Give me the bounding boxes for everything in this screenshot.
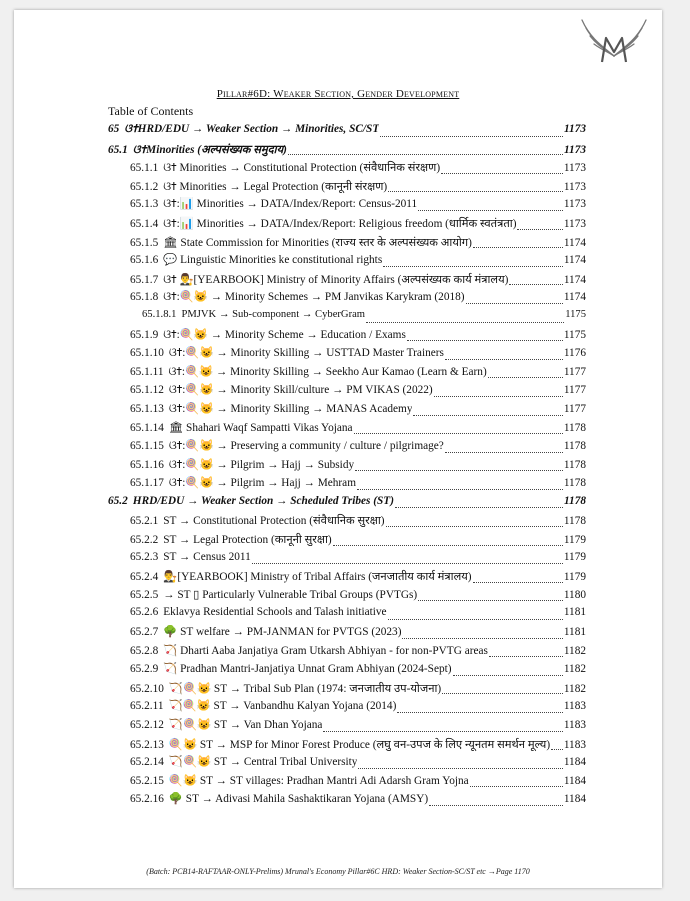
toc-entry[interactable] <box>108 476 586 495</box>
toc-entry[interactable] <box>108 346 586 365</box>
toc-entry-title: 🏹 Pradhan Mantri-Janjatiya Unnat Gram Abhiyan (2024-Sept) <box>163 663 452 676</box>
toc-entry-page: 1178 <box>563 440 586 453</box>
toc-entry[interactable] <box>108 551 586 570</box>
toc-entry-title: ଓ✝HRD/EDU → Weaker Section → Minorities, SC/ST <box>124 123 380 135</box>
toc-entry-page: 1181 <box>563 606 586 619</box>
dot-leader <box>386 526 563 527</box>
toc-entry-title: ଓ✝:🍭😺 → Minority Skilling → USTTAD Master Trainers <box>168 347 444 360</box>
toc-entry-page: 1178 <box>563 477 586 490</box>
toc-entry-number: 65.1.1 <box>130 162 159 175</box>
toc-entry-number: 65.1.3 <box>130 198 159 211</box>
toc-entry-number: 65.1.6 <box>130 254 159 267</box>
toc-entry-page: 1182 <box>563 682 586 695</box>
toc-entry[interactable] <box>108 272 586 291</box>
dot-leader <box>407 340 563 341</box>
toc-entry-page: 1182 <box>563 663 586 676</box>
toc-entry-title: HRD/EDU → Weaker Section → Scheduled Tribes (ST) <box>132 494 394 507</box>
toc-entry-page: 1175 <box>565 308 586 320</box>
dot-leader <box>418 600 563 601</box>
toc-entry[interactable] <box>108 755 586 774</box>
toc-entry-page: 1173 <box>563 180 586 193</box>
toc-entry-title: 🏹🍭😺 ST → Central Tribal University <box>168 756 358 769</box>
toc-entry-page: 1177 <box>563 402 586 415</box>
toc-entry-title: ଓ✝:🍭😺 → Minority Skilling → Seekho Aur Kamao (Learn & Earn) <box>168 365 487 378</box>
toc-entry-title: 🏛 State Commission for Minorities (राज्य स्तर के अल्पसंख्यक आयोग) <box>163 236 472 249</box>
dot-leader <box>473 582 563 583</box>
toc-entry-page: 1179 <box>563 534 586 547</box>
toc-entry-page: 1174 <box>563 254 586 267</box>
toc-entry-page: 1178 <box>564 494 586 507</box>
toc-entry-number: 65.1.17 <box>130 477 164 490</box>
toc-entry-title: 👨‍⚖️[YEARBOOK] Ministry of Tribal Affairs (जनजातीय कार्य मंत्रालय) <box>163 571 472 584</box>
toc-entry-page: 1173 <box>563 198 586 211</box>
toc-entry[interactable] <box>108 606 586 625</box>
toc-entry-title: 🍭😺 ST → ST villages: Pradhan Mantri Adi Adarsh Gram Yojna <box>168 774 469 787</box>
toc-entry-title: 🏹🍭😺 ST → Van Dhan Yojana <box>168 719 323 731</box>
toc-entry[interactable] <box>108 216 586 235</box>
toc-entry[interactable] <box>108 644 586 663</box>
toc-entry-page: 1175 <box>563 328 586 341</box>
toc-entry-number: 65.1 <box>108 143 128 156</box>
toc-entry-title: 🌳 ST welfare → PM-JANMAN for PVTGS (2023) <box>163 626 402 639</box>
document-page <box>14 10 662 888</box>
toc-entry[interactable] <box>108 402 586 421</box>
toc-entry[interactable] <box>108 439 586 458</box>
dot-leader <box>333 545 563 546</box>
toc-entry-title: ଓ✝:🍭😺 → Minority Scheme → Education / Exams <box>163 328 406 341</box>
dot-leader <box>323 731 562 732</box>
toc-entry-page: 1173 <box>564 143 586 156</box>
toc-entry[interactable] <box>108 792 586 811</box>
toc-entry-page: 1179 <box>563 550 586 563</box>
toc-entry-page: 1178 <box>563 515 586 528</box>
toc-entry-title: ST → Legal Protection (कानूनी सुरक्षा) <box>163 534 332 547</box>
dot-leader <box>388 619 563 620</box>
toc-entry-page: 1174 <box>563 291 586 304</box>
toc-entry[interactable] <box>108 421 586 440</box>
toc-entry[interactable] <box>108 718 586 737</box>
toc-entry-number: 65.2.3 <box>130 550 159 563</box>
toc-entry-page: 1173 <box>563 217 586 230</box>
toc-entry-number: 65.2.16 <box>130 793 164 806</box>
toc-entry-number: 65.1.5 <box>130 236 159 249</box>
mrunal-logo <box>580 16 648 66</box>
toc-entry[interactable] <box>108 699 586 718</box>
toc-entry-number: 65.1.2 <box>130 180 159 193</box>
dot-leader <box>358 768 562 769</box>
toc-entry-number: 65.1.8.1 <box>142 308 177 320</box>
toc-entry-page: 1184 <box>563 774 586 787</box>
dot-leader <box>429 805 563 806</box>
toc-entry-page: 1179 <box>563 571 586 584</box>
dot-leader <box>442 693 563 694</box>
toc-entry-title: ଓ✝:🍭😺 → Minority Skill/culture → PM VIKAS (2022) <box>168 384 433 397</box>
toc-entry[interactable] <box>108 625 586 644</box>
dot-leader <box>488 377 563 378</box>
toc-entry[interactable] <box>108 513 586 532</box>
toc-entry-number: 65.1.15 <box>130 440 164 453</box>
dot-leader <box>509 284 562 285</box>
toc-entry-title: ଓ✝ Minorities → Legal Protection (कानूनी संरक्षण) <box>163 180 388 193</box>
toc-entry[interactable] <box>108 662 586 681</box>
toc-entry[interactable] <box>108 179 586 198</box>
dot-leader <box>395 507 563 508</box>
toc-entry-number: 65 <box>108 123 120 135</box>
toc-entry-title: ଓ✝:📊 Minorities → DATA/Index/Report: Religious freedom (धार्मिक स्वतंत्रता) <box>163 217 517 230</box>
toc-entry-page: 1178 <box>563 458 586 471</box>
dot-leader <box>466 303 563 304</box>
toc-entry[interactable] <box>108 588 586 607</box>
toc-entry-number: 65.2.4 <box>130 571 159 584</box>
toc-entry[interactable] <box>108 235 586 254</box>
toc-entry[interactable] <box>108 309 586 328</box>
toc-entry-number: 65.1.11 <box>130 365 164 378</box>
dot-leader <box>355 470 563 471</box>
dot-leader <box>366 322 564 323</box>
toc-entry-page: 1182 <box>563 644 586 657</box>
toc-entry-title: 🏹🍭😺 ST → Vanbandhu Kalyan Yojana (2014) <box>168 700 397 713</box>
toc-entry-title: ଓ✝:🍭😺 → Minority Schemes → PM Janvikas Karykram (2018) <box>163 291 465 304</box>
toc-entry-page: 1184 <box>563 756 586 769</box>
toc-entry-number: 65.2.2 <box>130 534 159 547</box>
toc-entry-title: ଓ✝ Minorities → Constitutional Protection (संवैधानिक संरक्षण) <box>163 162 441 175</box>
toc-entry-title: 🏹 Dharti Aaba Janjatiya Gram Utkarsh Abhiyan - for non-PVTG areas <box>163 644 488 657</box>
toc-entry-title: 🍭😺 ST → MSP for Minor Forest Produce (लघु वन-उपज के लिए न्यूनतम समर्थन मूल्य) <box>168 738 551 751</box>
toc-entry-title: → ST ▯ Particularly Vulnerable Tribal Groups (PVTGs) <box>163 588 418 601</box>
toc-entry[interactable] <box>108 197 586 216</box>
page-title: Pillar#6D: Weaker Section, Gender Development <box>216 88 460 100</box>
dot-leader <box>470 786 563 787</box>
toc-entry[interactable] <box>108 365 586 384</box>
toc-entry-number: 65.2.14 <box>130 756 164 769</box>
dot-leader <box>445 359 563 360</box>
toc-entry-page: 1173 <box>564 123 586 135</box>
dot-leader <box>441 173 563 174</box>
dot-leader <box>551 749 563 750</box>
toc-entry-number: 65.2.10 <box>130 682 164 695</box>
page-footer: (Batch: PCB14-RAFTAAR-ONLY-Prelims) Mrunal's Economy Pillar#6C HRD: Weaker Section-SC/ST etc →Page 1170 <box>146 867 530 876</box>
toc-entry-number: 65.1.7 <box>130 273 159 286</box>
toc-entry[interactable] <box>108 290 586 309</box>
toc-entry-number: 65.2 <box>108 494 128 507</box>
dot-leader <box>418 210 563 211</box>
toc-entry-number: 65.1.12 <box>130 384 164 397</box>
dot-leader <box>288 154 563 155</box>
toc-entry-title: 🌳 ST → Adivasi Mahila Sashaktikaran Yojana (AMSY) <box>168 793 429 806</box>
toc-entry-number: 65.2.5 <box>130 588 159 601</box>
toc-entry-page: 1184 <box>563 793 586 806</box>
toc-entry-title: PMJVK → Sub-component → CyberGram <box>181 308 366 320</box>
toc-entry[interactable] <box>108 495 586 514</box>
toc-entry-title: ST → Constitutional Protection (संवैधानिक सुरक्षा) <box>163 515 385 528</box>
dot-leader <box>489 656 563 657</box>
toc-entry-title: ଓ✝:🍭😺 → Pilgrim → Hajj → Mehram <box>168 477 356 490</box>
toc-entry-page: 1174 <box>563 236 586 249</box>
toc-entry-number: 65.1.14 <box>130 421 164 434</box>
toc-entry[interactable] <box>108 383 586 402</box>
dot-leader <box>383 266 563 267</box>
toc-entry-page: 1183 <box>563 719 586 731</box>
toc-entry-title: ଓ✝:🍭😺 → Pilgrim → Hajj → Subsidy <box>168 458 355 471</box>
toc-entry-number: 65.1.16 <box>130 458 164 471</box>
table-of-contents <box>108 123 586 811</box>
toc-entry-number: 65.2.1 <box>130 515 159 528</box>
toc-entry-number: 65.2.8 <box>130 644 159 657</box>
dot-leader <box>453 675 563 676</box>
toc-entry-number: 65.1.9 <box>130 328 159 341</box>
toc-entry-page: 1180 <box>563 588 586 601</box>
dot-leader <box>517 229 562 230</box>
toc-entry[interactable] <box>108 123 586 142</box>
toc-entry-number: 65.2.6 <box>130 606 159 619</box>
dot-leader <box>402 638 562 639</box>
toc-entry-title: 💬 Linguistic Minorities ke constitutional rights <box>163 254 383 267</box>
toc-entry-title: ଓ✝Minorities (अल्पसंख्यक समुदाय) <box>132 143 287 156</box>
toc-entry-number: 65.2.13 <box>130 738 164 751</box>
toc-entry-number: 65.1.13 <box>130 402 164 415</box>
toc-entry-number: 65.2.9 <box>130 663 159 676</box>
toc-heading: Table of Contents <box>108 104 194 118</box>
toc-entry-title: ST → Census 2011 <box>163 550 251 563</box>
toc-entry-title: 🏹🍭😺 ST → Tribal Sub Plan (1974: जनजातीय उप-योजना) <box>168 682 442 695</box>
toc-entry-title: ଓ✝:🍭😺 → Preserving a community / culture / pilgrimage? <box>168 440 444 453</box>
dot-leader <box>413 415 562 416</box>
toc-entry-number: 65.2.11 <box>130 700 164 713</box>
toc-entry-page: 1173 <box>563 162 586 175</box>
dot-leader <box>357 489 563 490</box>
toc-entry[interactable] <box>108 253 586 272</box>
dot-leader <box>434 396 563 397</box>
toc-entry-number: 65.1.8 <box>130 291 159 304</box>
toc-entry-page: 1177 <box>563 365 586 378</box>
toc-entry-title: 🏛 Shahari Waqf Sampatti Vikas Yojana <box>168 421 353 434</box>
toc-entry-page: 1176 <box>563 347 586 360</box>
toc-entry-title: ଓ✝:🍭😺 → Minority Skilling → MANAS Academy <box>168 402 413 415</box>
dot-leader <box>388 191 563 192</box>
dot-leader <box>354 433 563 434</box>
toc-entry-number: 65.1.10 <box>130 347 164 360</box>
toc-entry[interactable] <box>108 532 586 551</box>
toc-entry[interactable] <box>108 774 586 793</box>
toc-entry-page: 1174 <box>563 273 586 286</box>
toc-entry[interactable] <box>108 142 586 161</box>
dot-leader <box>445 452 563 453</box>
dot-leader <box>252 563 563 564</box>
toc-entry[interactable] <box>108 737 586 756</box>
dot-leader <box>380 136 563 137</box>
dot-leader <box>473 247 563 248</box>
toc-entry-page: 1181 <box>563 626 586 639</box>
dot-leader <box>397 712 562 713</box>
toc-entry-number: 65.2.12 <box>130 719 164 731</box>
toc-entry[interactable] <box>108 458 586 477</box>
toc-entry-page: 1178 <box>563 421 586 434</box>
toc-entry-number: 65.2.15 <box>130 774 164 787</box>
toc-entry-title: ଓ✝ 👨‍⚖️[YEARBOOK] Ministry of Minority Affairs (अल्पसंख्यक कार्य मंत्रालय) <box>163 273 509 286</box>
toc-entry[interactable] <box>108 328 586 347</box>
toc-entry-title: Eklavya Residential Schools and Talash initiative <box>163 606 387 619</box>
toc-entry[interactable] <box>108 160 586 179</box>
toc-entry-number: 65.2.7 <box>130 626 159 639</box>
toc-entry[interactable] <box>108 681 586 700</box>
toc-entry-title: ଓ✝:📊 Minorities → DATA/Index/Report: Census-2011 <box>163 198 418 211</box>
toc-entry-page: 1183 <box>563 700 586 713</box>
toc-entry-page: 1177 <box>563 384 586 397</box>
toc-entry[interactable] <box>108 569 586 588</box>
toc-entry-number: 65.1.4 <box>130 217 159 230</box>
toc-entry-page: 1183 <box>563 738 586 751</box>
